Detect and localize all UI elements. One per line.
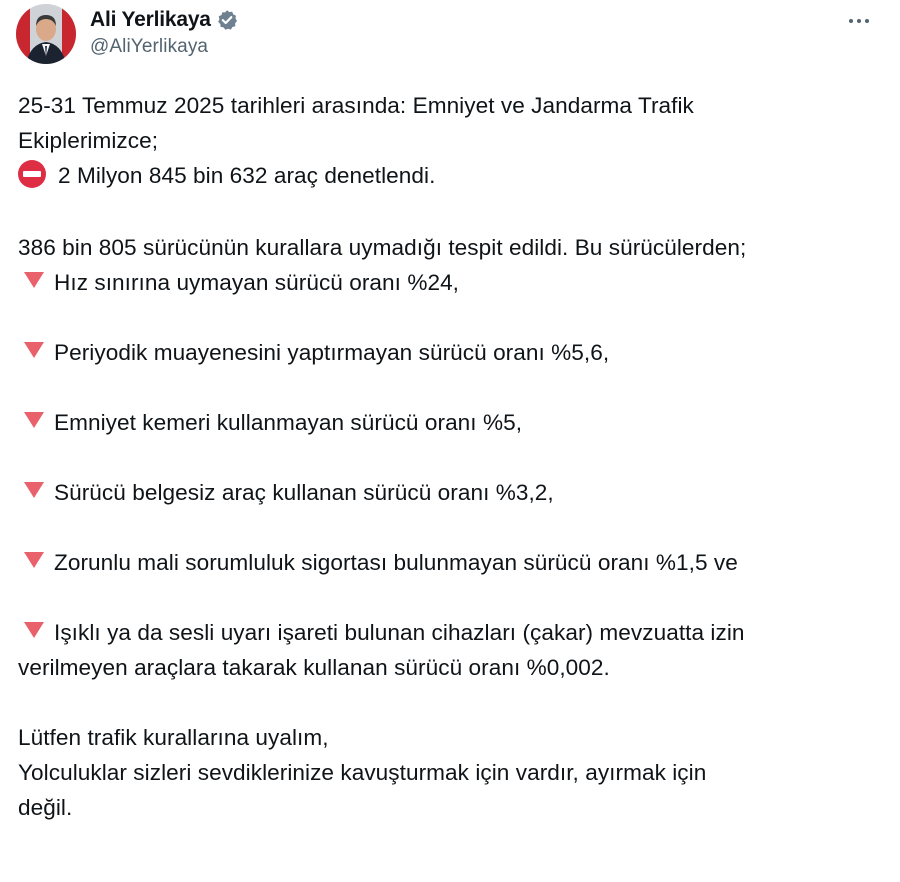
list-item-text: Sürücü belgesiz araç kullanan sürücü oranı %3,2, [54, 480, 554, 505]
list-item-text: Periyodik muayenesini yaptırmayan sürücü oranı %5,6, [54, 340, 610, 365]
dot-icon [857, 19, 861, 23]
spacer [18, 685, 888, 720]
list-item-text: Zorunlu mali sorumluluk sigortası bulunmayan sürücü oranı %1,5 ve [54, 550, 738, 575]
text-line: 25-31 Temmuz 2025 tarihleri arasında: Emniyet ve Jandarma Trafik [18, 93, 694, 118]
text-line: Yolculuklar sizleri sevdiklerinize kavuşturmak için vardır, ayırmak için [18, 760, 707, 785]
display-name[interactable]: Ali Yerlikaya [90, 8, 211, 31]
red-triangle-down-icon [24, 482, 44, 498]
tweet-header [16, 2, 884, 66]
display-name-row [90, 6, 238, 34]
avatar-image [16, 4, 76, 64]
red-triangle-down-icon [24, 412, 44, 428]
list-item-text: Işıklı ya da sesli uyarı işareti bulunan cihazları (çakar) mevzuatta izin [54, 620, 745, 645]
spacer [18, 580, 888, 615]
spacer [18, 193, 888, 230]
spacer [18, 370, 888, 405]
list-item [18, 615, 888, 650]
spacer [18, 440, 888, 475]
list-item [18, 545, 888, 580]
inspections-text: 2 Milyon 845 bin 632 araç denetlendi. [58, 163, 436, 188]
text-line: değil. [18, 795, 73, 820]
list-item-text: Hız sınırına uymayan sürücü oranı %24, [54, 270, 460, 295]
dot-icon [865, 19, 869, 23]
list-item-text: Emniyet kemeri kullanmayan sürücü oranı %5, [54, 410, 523, 435]
handle[interactable]: @AliYerlikaya [90, 36, 209, 57]
avatar[interactable] [16, 4, 76, 64]
spacer [18, 510, 888, 545]
red-triangle-down-icon [24, 552, 44, 568]
list-item [18, 475, 888, 510]
text-line: verilmeyen araçlara takarak kullanan sürücü oranı %0,002. [18, 655, 610, 680]
dot-icon [849, 19, 853, 23]
list-item [18, 405, 888, 440]
text-line-inspections [18, 158, 888, 193]
red-triangle-down-icon [24, 342, 44, 358]
red-triangle-down-icon [24, 622, 44, 638]
red-triangle-down-icon [24, 272, 44, 288]
no-entry-icon [18, 160, 46, 188]
more-options-button[interactable] [844, 6, 874, 36]
text-line: 386 bin 805 sürücünün kurallara uymadığı tespit edildi. Bu sürücülerden; [18, 235, 747, 260]
list-item [18, 265, 888, 300]
spacer [18, 300, 888, 335]
text-line: Lütfen trafik kurallarına uyalım, [18, 725, 329, 750]
list-item [18, 335, 888, 370]
tweet-text [18, 88, 888, 825]
text-line: Ekiplerimizce; [18, 128, 159, 153]
author-names [90, 6, 238, 58]
verified-badge-icon [216, 9, 238, 31]
